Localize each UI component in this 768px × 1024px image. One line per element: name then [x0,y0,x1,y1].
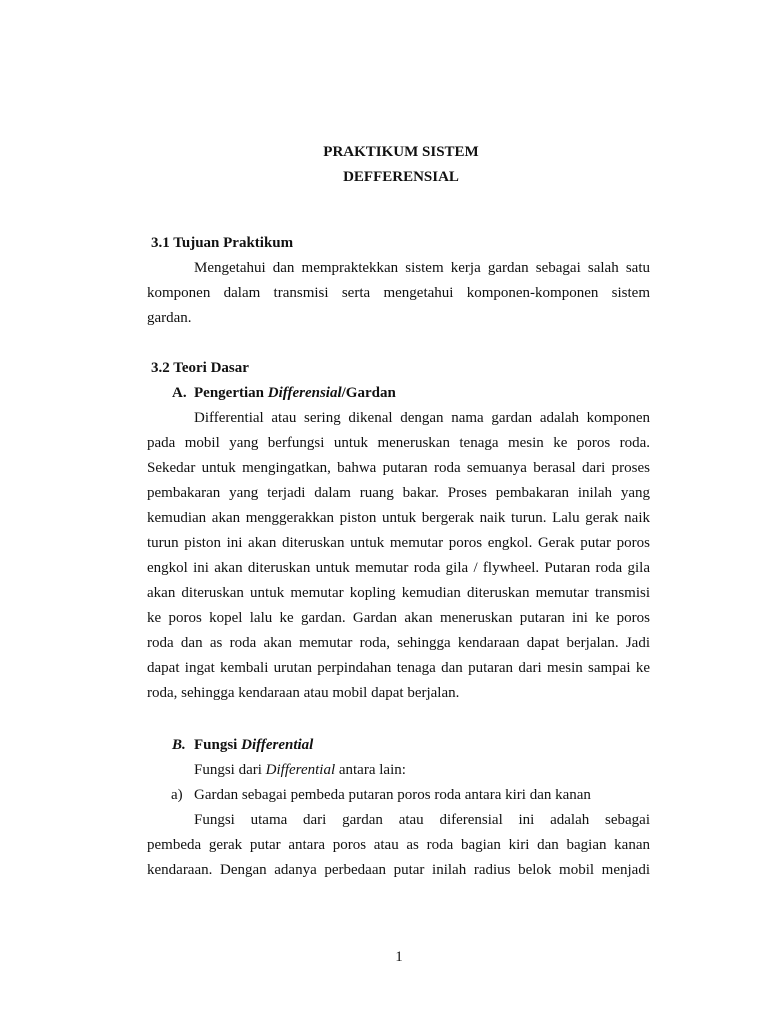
page-number: 1 [395,949,403,965]
paragraph-line: dapat ingat kembali urutan perpindahan tenaga dan putaran dari mesin sampai ke [147,660,650,676]
paragraph-line: kemudian akan menggerakkan piston untuk bergerak naik turun. Lalu gerak naik [147,510,650,526]
paragraph-line: akan diteruskan untuk memutar kopling kemudian diteruskan memutar transmisi [147,585,650,601]
document-title-line1: PRAKTIKUM SISTEM [323,144,479,160]
subsection-heading-fungsi: Fungsi Differential [194,737,314,753]
subsection-marker-a: A. [172,385,187,401]
paragraph-line: pembakaran yang terjadi dalam ruang bakar. Proses pembakaran inilah yang [147,485,650,501]
paragraph-line: Fungsi dari Differential antara lain: [194,762,406,778]
paragraph-line: roda dan as roda akan memutar roda, sehingga kendaraan dapat berjalan. Jadi [147,635,650,651]
paragraph-line: kendaraan. Dengan adanya perbedaan putar inilah radius belok mobil menjadi [147,862,650,878]
paragraph-line: pada mobil yang berfungsi untuk meneruskan tenaga mesin ke poros roda. [147,435,650,451]
paragraph-line: gardan. [147,310,192,326]
paragraph-line: turun piston ini akan diteruskan untuk memutar poros engkol. Gerak putar poros [147,535,650,551]
document-title-line2: DEFFERENSIAL [343,169,459,185]
section-heading-tujuan: 3.1 Tujuan Praktikum [151,235,294,251]
paragraph-line: roda, sehingga kendaraan atau mobil dapat berjalan. [147,685,460,701]
section-heading-teori-dasar: 3.2 Teori Dasar [151,360,249,376]
subsection-marker-b: B. [172,737,186,753]
paragraph-line: Fungsi utama dari gardan atau diferensial ini adalah sebagai [194,812,650,828]
paragraph-line: komponen dalam transmisi serta mengetahui komponen-komponen sistem [147,285,650,301]
paragraph-line: Sekedar untuk mengingatkan, bahwa putaran roda semuanya berasal dari proses [147,460,650,476]
paragraph-line: pembeda gerak putar antara poros atau as roda bagian kiri dan bagian kanan [147,837,650,853]
paragraph-line: ke poros kopel lalu ke gardan. Gardan akan meneruskan putaran ini ke poros [147,610,650,626]
list-item-marker: a) [171,787,183,803]
paragraph-line: Differential atau sering dikenal dengan nama gardan adalah komponen [194,410,650,426]
paragraph-line: Mengetahui dan mempraktekkan sistem kerja gardan sebagai salah satu [194,260,650,276]
list-item: Gardan sebagai pembeda putaran poros roda antara kiri dan kanan [194,787,591,803]
paragraph-line: engkol ini akan diteruskan untuk memutar roda gila / flywheel. Putaran roda gila [147,560,650,576]
subsection-heading-pengertian: Pengertian Differensial/Gardan [194,385,396,401]
